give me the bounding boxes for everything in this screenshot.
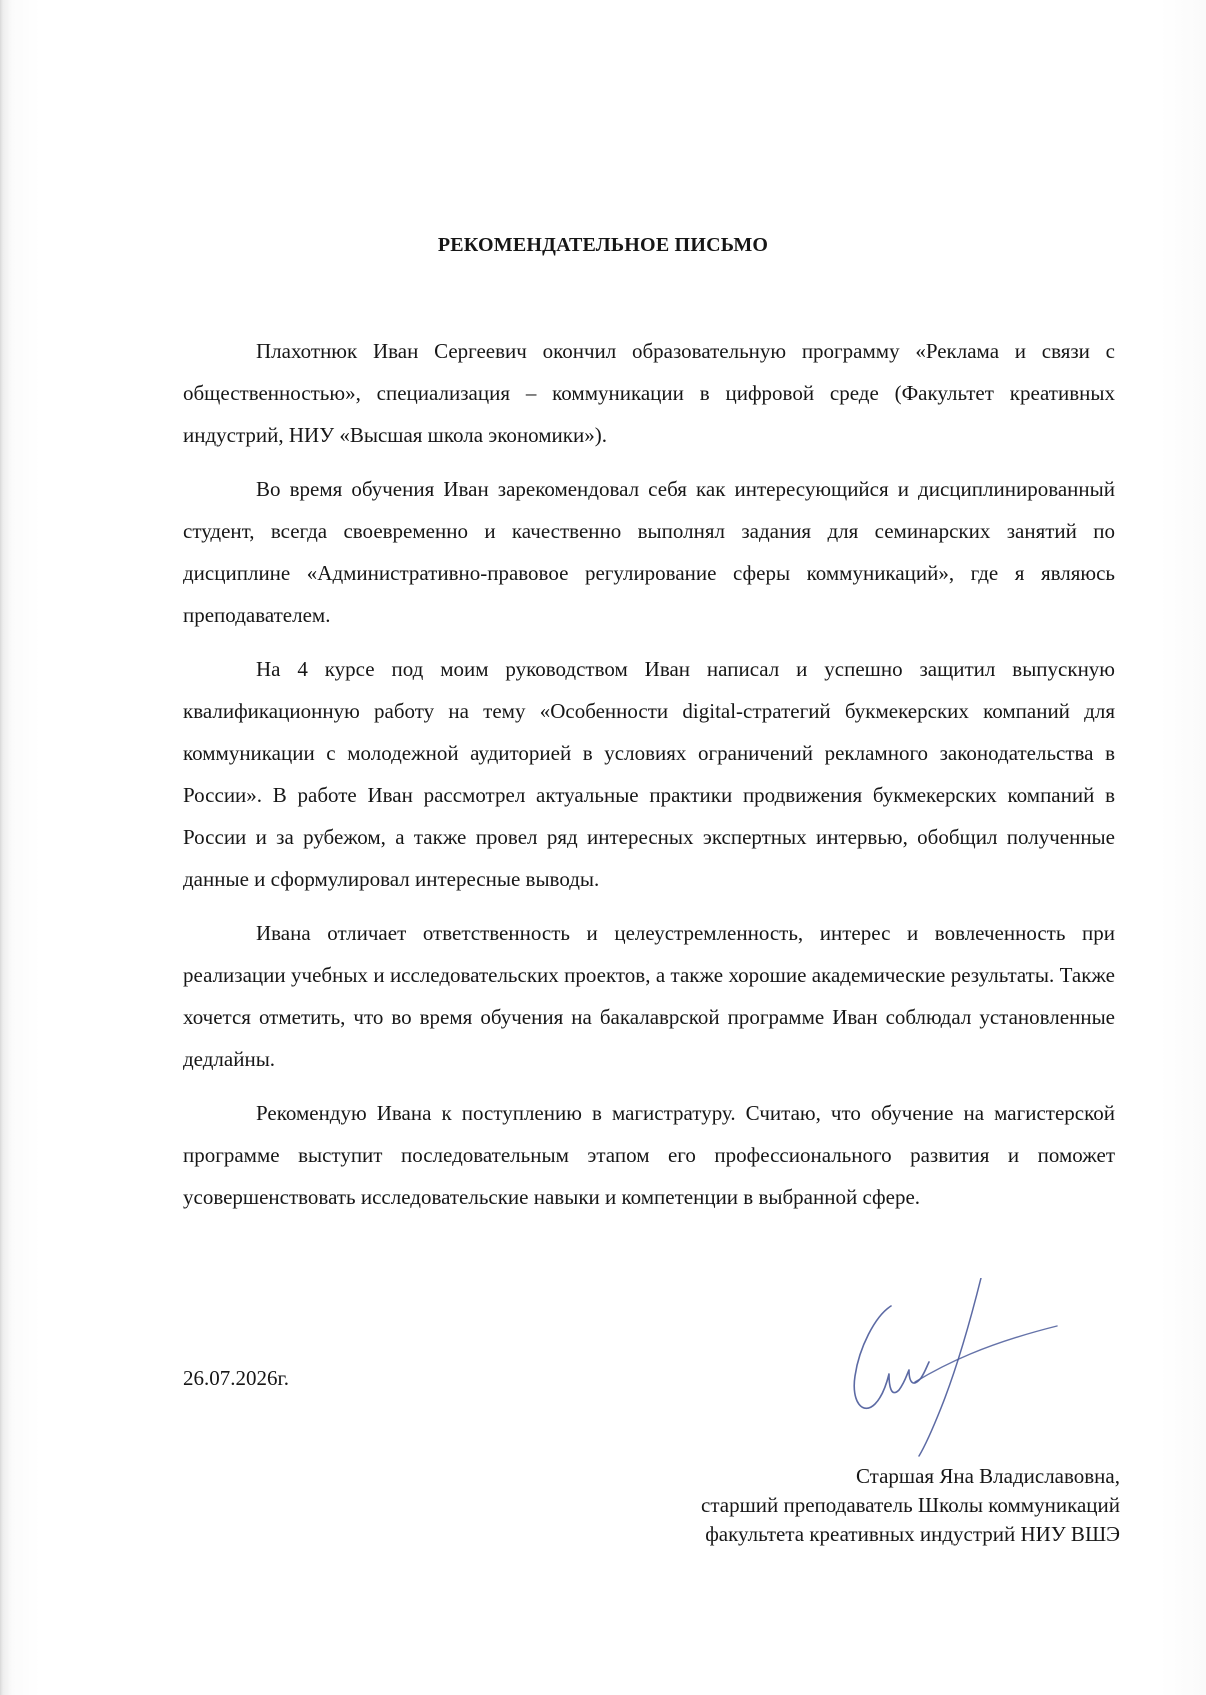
signer-faculty: факультета креативных индустрий НИУ ВШЭ [705, 1522, 1120, 1546]
signer-position: старший преподаватель Школы коммуникаций [701, 1493, 1120, 1517]
signer-name: Старшая Яна Владиславовна, [855, 1464, 1120, 1488]
letter-body [183, 330, 1115, 1218]
paragraph-qualities: Ивана отличает ответственность и целеустремленность, интерес и вовлеченность при реализации учебных и исследовательских проектов, а также хорошие академические результаты. Также хочется отметить, что во время обучения на бакалаврской программе Иван соблюдал установленные дедлайны. [183, 921, 1115, 1071]
letter-date: 26.07.2026г. [183, 1366, 289, 1390]
paragraph-graduation: Плахотнюк Иван Сергеевич окончил образовательную программу «Реклама и связи с общественностью», специализация – коммуникации в цифровой среде (Факультет креативных индустрий, НИУ «Высшая школа экономики»). [183, 339, 1115, 447]
paragraph-study-conduct: Во время обучения Иван зарекомендовал себя как интересующийся и дисциплинированный студент, всегда своевременно и качественно выполнял задания для семинарских занятий по дисциплине «Административно-правовое регулирование сферы коммуникаций», где я являюсь преподавателем. [183, 477, 1115, 627]
signer-block [701, 1462, 1120, 1549]
letter-title: РЕКОМЕНДАТЕЛЬНОЕ ПИСЬМО [437, 234, 769, 256]
paragraph-thesis: На 4 курсе под моим руководством Иван написал и успешно защитил выпускную квалификационную работу на тему «Особенности digital-стратегий букмекерских компаний для коммуникации с молодежной аудиторией в условиях ограничений рекламного законодательства в России». В работе Иван рассмотрел актуальные практики продвижения букмекерских компаний в России и за рубежом, а также провел ряд интересных экспертных интервью, обобщил полученные данные и сформулировал интересные выводы. [183, 657, 1115, 891]
paragraph-recommendation: Рекомендую Ивана к поступлению в магистратуру. Считаю, что обучение на магистерской программе выступит последовательным этапом его профессионального развития и поможет усовершенствовать исследовательские навыки и компетенции в выбранной сфере. [183, 1101, 1115, 1209]
handwritten-signature [845, 1278, 1065, 1458]
